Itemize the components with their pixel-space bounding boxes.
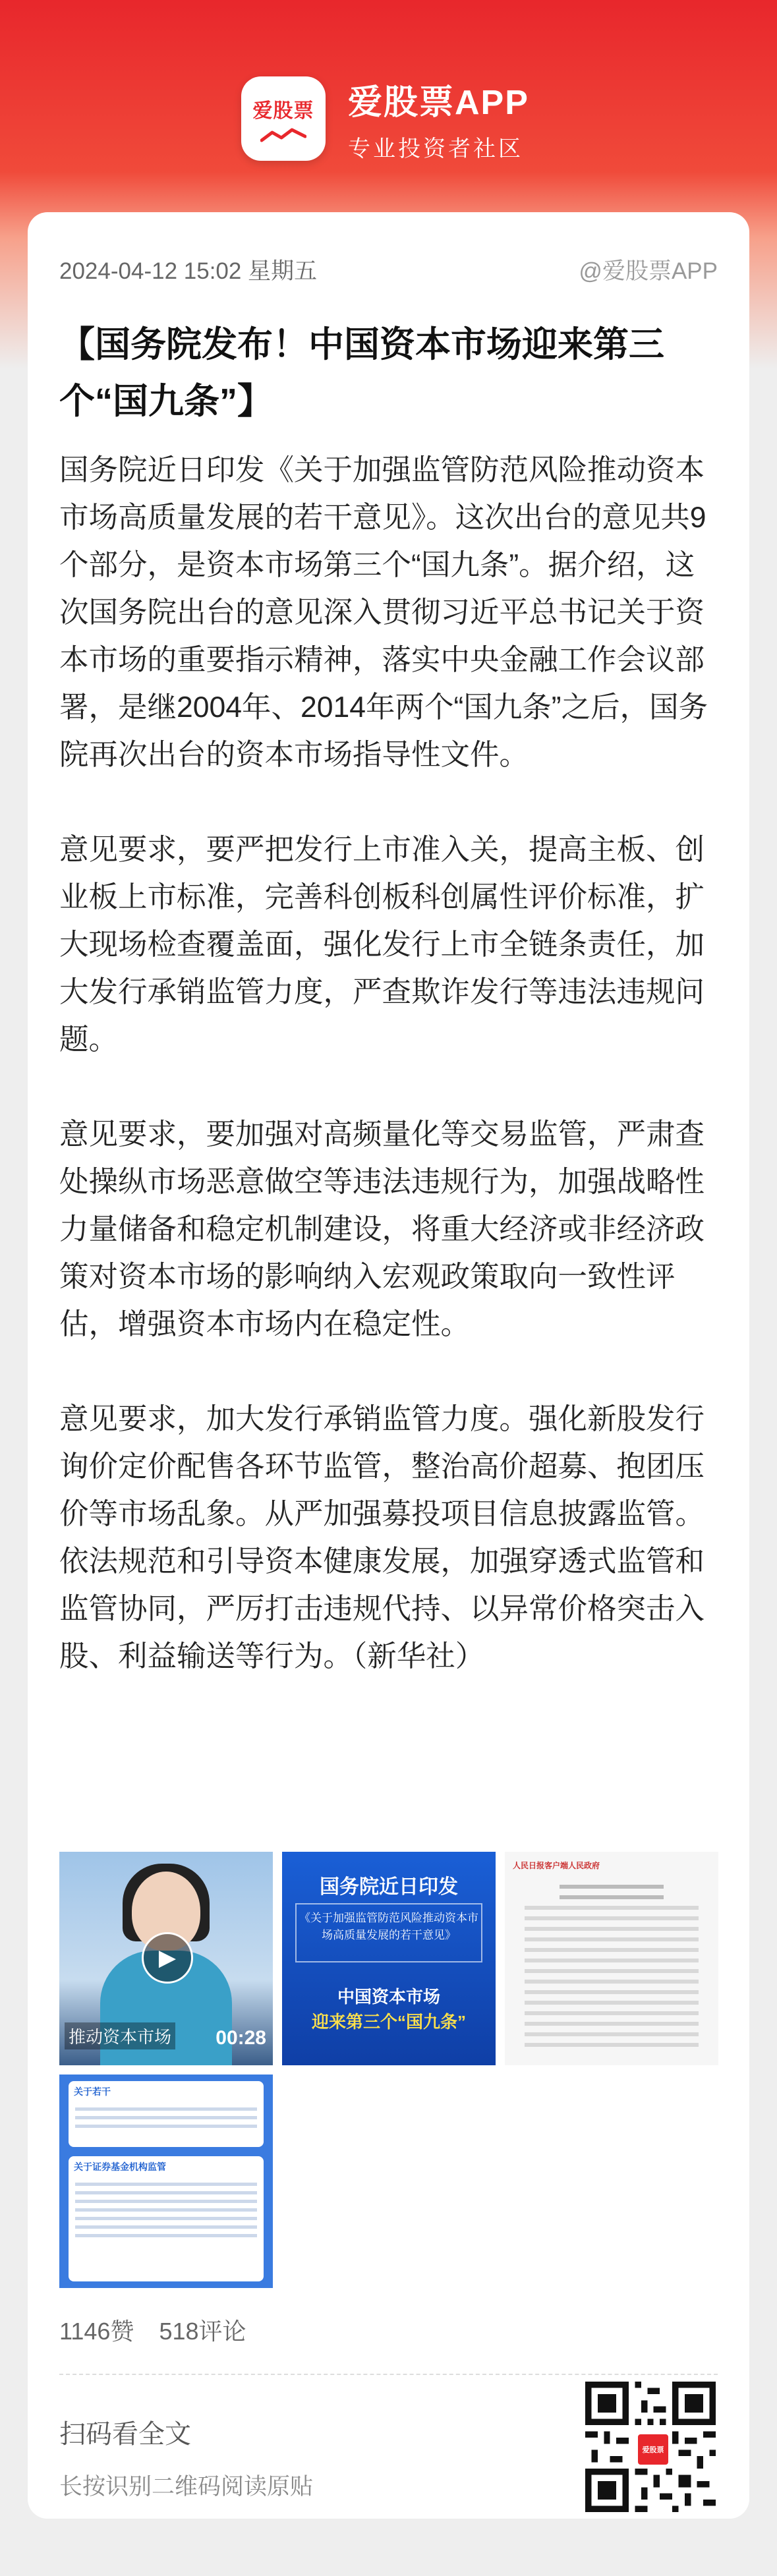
document-thumbnail[interactable] [505, 1852, 718, 2065]
video-caption: 推动资本市场 [65, 2022, 175, 2049]
comment-count[interactable]: 518评论 [159, 2318, 246, 2345]
paragraph: 意见要求，要严把发行上市准入关，提高主板、创业板上市标准，完善科创板科创属性评价标准，扩大现场检查覆盖面，强化发行上市全链条责任，加大发行承销监管力度，严查欺诈发行等违法违规问题。 [59, 834, 705, 1056]
poster-document-title: 《关于加强监管防范风险推动资本市场高质量发展的若干意见》 [295, 1903, 482, 1962]
paragraph: 国务院近日印发《关于加强监管防范风险推动资本市场高质量发展的若干意见》。这次出台的意见共9个部分，是资本市场第三个“国九条”。据介绍，这次国务院出台的意见深入贯彻习近平总书记关于资本市场的重要指示精神，落实中央金融工作会议部署，是继2004年、2014年两个“国九条”之后，国务院再次出台的资本市场指导性文件。 [59, 454, 708, 771]
poster-line-1: 中国资本市场 [337, 1987, 440, 2007]
like-count[interactable]: 1146赞 [59, 2318, 134, 2345]
sub-card-title: 关于若干 [74, 2086, 111, 2097]
sub-card [69, 2081, 264, 2147]
scan-subtitle: 长按识别二维码阅读原贴 [59, 2474, 314, 2500]
app-name: 爱股票APP [348, 84, 529, 122]
post-body [59, 447, 719, 1680]
sub-card [69, 2156, 264, 2281]
post-card [28, 212, 749, 2519]
sub-card-title: 关于证券基金机构监管 [74, 2161, 166, 2172]
post-title: 【国务院发布！中国资本市场迎来第三个“国九条”】 [59, 325, 664, 421]
app-logo [241, 76, 326, 161]
poster-thumbnail[interactable] [282, 1852, 496, 2065]
logo-text: 爱股票 [252, 100, 314, 122]
post-source[interactable]: @爱股票APP [579, 258, 718, 284]
document-text-lines [525, 1885, 699, 2053]
post-meta [59, 253, 718, 286]
cards-thumbnail[interactable] [59, 2075, 273, 2288]
document-header: 人民日报客户端人民政府 [513, 1861, 600, 1870]
dashed-divider [59, 2374, 718, 2375]
chart-icon [260, 127, 306, 143]
post-datetime: 2024-04-12 15:02 星期五 [59, 258, 318, 284]
paragraph: 意见要求，加大发行承销监管力度。强化新股发行询价定价配售各环节监管，整治高价超募、抱团压价等市场乱象。从严加强募投项目信息披露监管。依法规范和引导资本健康发展，加强穿透式监管和监管协同，严厉打击违规代持、以异常价格突击入股、利益输送等行为。（新华社） [59, 1403, 705, 1673]
post-stats [59, 2313, 265, 2347]
poster-heading: 国务院近日印发 [320, 1876, 458, 1898]
paragraph: 意见要求，要加强对高频量化等交易监管，严肃查处操纵市场恶意做空等违法违规行为，加强战略性力量储备和稳定机制建设，将重大经济或非经济政策对资本市场的影响纳入宏观政策取向一致性评估，增强资本市场内在稳定性。 [59, 1118, 705, 1340]
qr-logo-icon: 爱股票 [635, 2432, 671, 2467]
play-icon[interactable]: ▶ [142, 1932, 193, 1984]
video-duration: 00:28 [216, 2027, 266, 2049]
qr-code[interactable] [583, 2379, 718, 2515]
app-slogan: 专业投资者社区 [348, 136, 523, 161]
poster-line-2: 迎来第三个“国九条” [311, 2012, 466, 2032]
scan-title: 扫码看全文 [59, 2420, 191, 2449]
brand-header [241, 74, 529, 163]
video-thumbnail[interactable] [59, 1852, 273, 2065]
